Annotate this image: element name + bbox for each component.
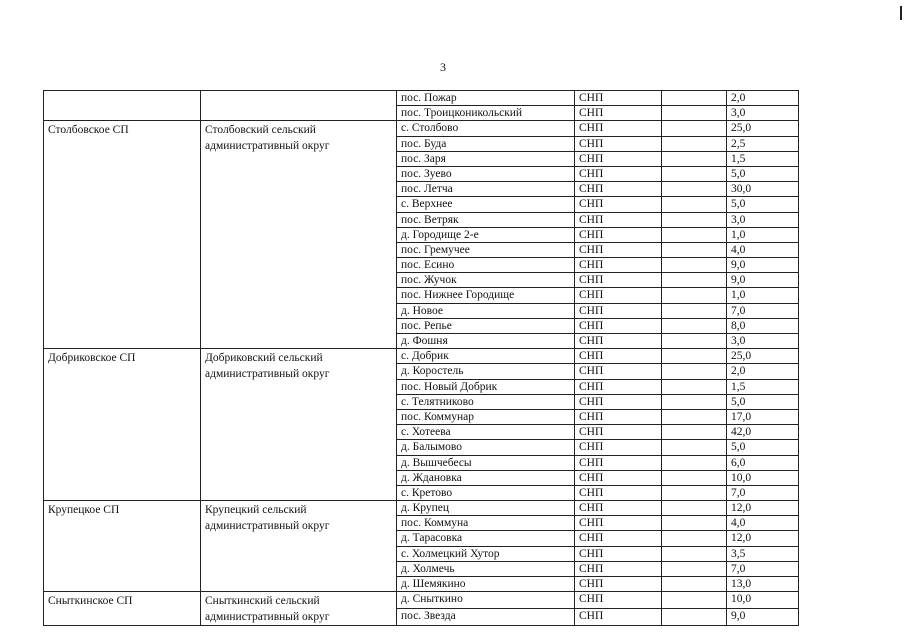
settlement-group: Крупецкое СП [44, 501, 201, 592]
settlement-type: СНП [575, 136, 662, 151]
settlement-name: д. Холмечь [397, 561, 575, 576]
settlement-name: пос. Коммунар [397, 409, 575, 424]
value-cell: 12,0 [727, 501, 799, 516]
settlement-type: СНП [575, 242, 662, 257]
empty-cell [662, 485, 727, 500]
settlement-name: д. Коростель [397, 364, 575, 379]
settlement-type: СНП [575, 609, 662, 626]
settlement-name: пос. Коммуна [397, 516, 575, 531]
table-row [44, 121, 799, 136]
empty-cell [662, 106, 727, 121]
settlement-type: СНП [575, 303, 662, 318]
settlement-type: СНП [575, 121, 662, 136]
empty-cell [662, 425, 727, 440]
administrative-district [201, 91, 397, 121]
settlement-name: д. Фошня [397, 334, 575, 349]
settlement-name: пос. Ветряк [397, 212, 575, 227]
empty-cell [662, 379, 727, 394]
value-cell: 2,5 [727, 136, 799, 151]
settlement-name: с. Холмецкий Хутор [397, 546, 575, 561]
value-cell: 17,0 [727, 409, 799, 424]
settlement-name: пос. Звезда [397, 609, 575, 626]
settlement-name: пос. Нижнее Городище [397, 288, 575, 303]
value-cell: 3,5 [727, 546, 799, 561]
settlement-type: СНП [575, 501, 662, 516]
settlement-type: СНП [575, 318, 662, 333]
page-number: 3 [440, 60, 446, 74]
value-cell: 2,0 [727, 364, 799, 379]
value-cell: 10,0 [727, 592, 799, 609]
settlement-type: СНП [575, 106, 662, 121]
settlement-name: пос. Гремучее [397, 242, 575, 257]
settlement-type: СНП [575, 561, 662, 576]
value-cell: 25,0 [727, 349, 799, 364]
settlements-table [43, 90, 799, 626]
empty-cell [662, 364, 727, 379]
value-cell: 1,5 [727, 379, 799, 394]
settlement-group [44, 91, 201, 121]
value-cell: 5,0 [727, 166, 799, 181]
settlement-name: д. Вышчебесы [397, 455, 575, 470]
settlement-name: с. Верхнее [397, 197, 575, 212]
settlement-type: СНП [575, 577, 662, 592]
table-row [44, 349, 799, 364]
value-cell: 30,0 [727, 182, 799, 197]
value-cell: 1,5 [727, 151, 799, 166]
settlement-type: СНП [575, 166, 662, 181]
empty-cell [662, 303, 727, 318]
empty-cell [662, 151, 727, 166]
value-cell: 12,0 [727, 531, 799, 546]
value-cell: 5,0 [727, 440, 799, 455]
empty-cell [662, 182, 727, 197]
empty-cell [662, 546, 727, 561]
empty-cell [662, 212, 727, 227]
settlement-name: д. Городище 2-е [397, 227, 575, 242]
settlement-name: с. Столбово [397, 121, 575, 136]
empty-cell [662, 121, 727, 136]
settlement-name: пос. Новый Добрик [397, 379, 575, 394]
table-body [44, 91, 799, 626]
settlement-type: СНП [575, 425, 662, 440]
empty-cell [662, 242, 727, 257]
settlement-name: пос. Зуево [397, 166, 575, 181]
settlement-type: СНП [575, 91, 662, 106]
settlement-type: СНП [575, 364, 662, 379]
settlement-type: СНП [575, 516, 662, 531]
empty-cell [662, 531, 727, 546]
value-cell: 3,0 [727, 106, 799, 121]
settlement-name: пос. Летча [397, 182, 575, 197]
table-row [44, 91, 799, 106]
value-cell: 9,0 [727, 609, 799, 626]
administrative-district: Крупецкий сельский административный округ [201, 501, 397, 592]
settlement-name: с. Телятниково [397, 394, 575, 409]
value-cell: 6,0 [727, 455, 799, 470]
empty-cell [662, 273, 727, 288]
empty-cell [662, 288, 727, 303]
value-cell: 10,0 [727, 470, 799, 485]
settlement-type: СНП [575, 227, 662, 242]
table-row [44, 592, 799, 609]
value-cell: 4,0 [727, 516, 799, 531]
settlement-type: СНП [575, 197, 662, 212]
empty-cell [662, 516, 727, 531]
settlement-group: Добриковское СП [44, 349, 201, 501]
settlement-group: Сныткинское СП [44, 592, 201, 626]
settlement-name: пос. Есино [397, 258, 575, 273]
empty-cell [662, 91, 727, 106]
settlement-name: д. Сныткино [397, 592, 575, 609]
settlement-name: д. Ждановка [397, 470, 575, 485]
value-cell: 7,0 [727, 485, 799, 500]
value-cell: 9,0 [727, 258, 799, 273]
settlement-name: пос. Заря [397, 151, 575, 166]
empty-cell [662, 166, 727, 181]
value-cell: 42,0 [727, 425, 799, 440]
administrative-district: Добриковский сельский административный округ [201, 349, 397, 501]
value-cell: 5,0 [727, 197, 799, 212]
settlement-name: пос. Буда [397, 136, 575, 151]
settlement-type: СНП [575, 349, 662, 364]
settlement-name: с. Добрик [397, 349, 575, 364]
settlement-name: пос. Троицконикольский [397, 106, 575, 121]
settlement-name: с. Хотеева [397, 425, 575, 440]
empty-cell [662, 455, 727, 470]
value-cell: 1,0 [727, 288, 799, 303]
settlement-name: д. Шемякино [397, 577, 575, 592]
settlement-type: СНП [575, 258, 662, 273]
value-cell: 3,0 [727, 212, 799, 227]
settlement-name: д. Балымово [397, 440, 575, 455]
settlement-name: пос. Пожар [397, 91, 575, 106]
value-cell: 4,0 [727, 242, 799, 257]
empty-cell [662, 318, 727, 333]
empty-cell [662, 334, 727, 349]
settlement-name: пос. Жучок [397, 273, 575, 288]
settlement-type: СНП [575, 379, 662, 394]
empty-cell [662, 197, 727, 212]
empty-cell [662, 136, 727, 151]
settlement-type: СНП [575, 151, 662, 166]
settlement-type: СНП [575, 485, 662, 500]
empty-cell [662, 409, 727, 424]
empty-cell [662, 440, 727, 455]
value-cell: 2,0 [727, 91, 799, 106]
value-cell: 7,0 [727, 303, 799, 318]
empty-cell [662, 227, 727, 242]
settlement-type: СНП [575, 409, 662, 424]
settlement-type: СНП [575, 440, 662, 455]
value-cell: 3,0 [727, 334, 799, 349]
settlement-type: СНП [575, 273, 662, 288]
administrative-district: Столбовский сельский административный округ [201, 121, 397, 349]
settlement-name: пос. Репье [397, 318, 575, 333]
settlement-type: СНП [575, 288, 662, 303]
settlement-type: СНП [575, 212, 662, 227]
value-cell: 1,0 [727, 227, 799, 242]
table-row [44, 501, 799, 516]
value-cell: 25,0 [727, 121, 799, 136]
settlement-name: д. Крупец [397, 501, 575, 516]
empty-cell [662, 349, 727, 364]
value-cell: 8,0 [727, 318, 799, 333]
value-cell: 7,0 [727, 561, 799, 576]
value-cell: 9,0 [727, 273, 799, 288]
settlement-type: СНП [575, 546, 662, 561]
empty-cell [662, 592, 727, 609]
empty-cell [662, 609, 727, 626]
empty-cell [662, 394, 727, 409]
settlement-group: Столбовское СП [44, 121, 201, 349]
settlement-type: СНП [575, 455, 662, 470]
settlement-type: СНП [575, 394, 662, 409]
settlement-type: СНП [575, 470, 662, 485]
settlement-type: СНП [575, 531, 662, 546]
settlement-name: с. Кретово [397, 485, 575, 500]
empty-cell [662, 258, 727, 273]
empty-cell [662, 561, 727, 576]
empty-cell [662, 501, 727, 516]
settlement-type: СНП [575, 592, 662, 609]
page-edge-mark [900, 6, 902, 20]
settlement-type: СНП [575, 334, 662, 349]
empty-cell [662, 577, 727, 592]
settlement-type: СНП [575, 182, 662, 197]
empty-cell [662, 470, 727, 485]
value-cell: 13,0 [727, 577, 799, 592]
settlement-name: д. Тарасовка [397, 531, 575, 546]
administrative-district: Сныткинский сельский административный округ [201, 592, 397, 626]
value-cell: 5,0 [727, 394, 799, 409]
settlement-name: д. Новое [397, 303, 575, 318]
